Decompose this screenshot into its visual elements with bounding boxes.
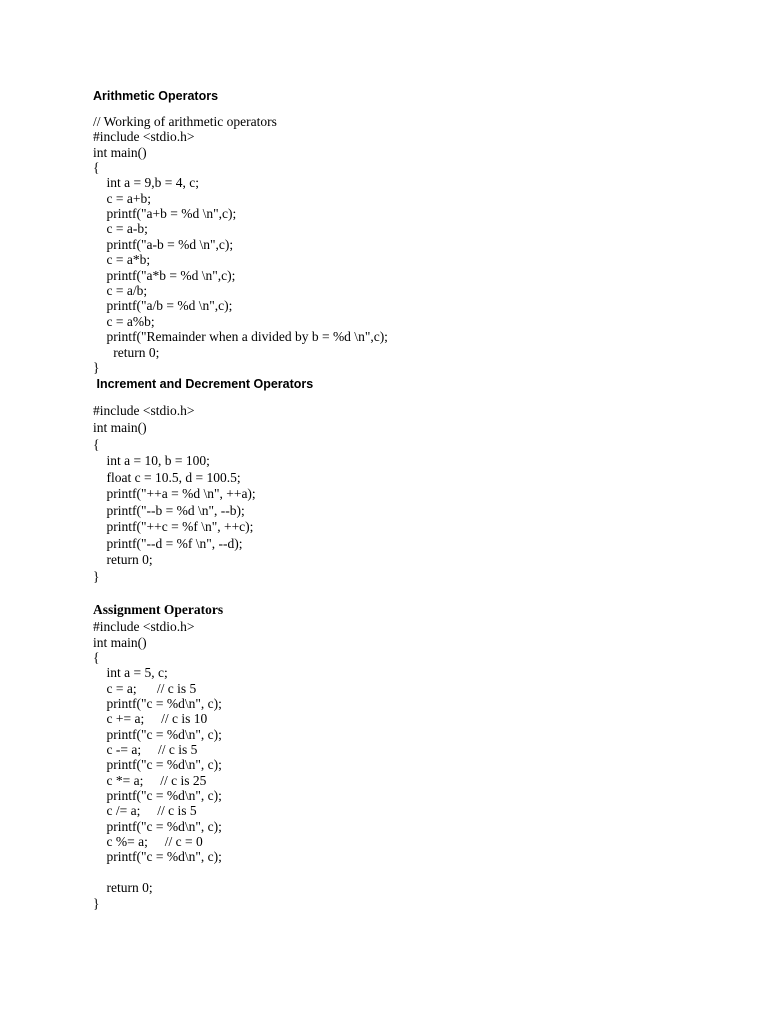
code-line: return 0; <box>93 345 160 360</box>
code-line: { <box>93 437 100 452</box>
code-line: int main() <box>93 420 147 435</box>
code-line: return 0; <box>93 552 153 567</box>
code-line: printf("c = %d\n", c); <box>93 849 222 864</box>
code-line: c = a-b; <box>93 221 148 236</box>
code-line: printf("c = %d\n", c); <box>93 727 222 742</box>
code-line: printf("c = %d\n", c); <box>93 696 222 711</box>
code-line: c /= a; // c is 5 <box>93 803 197 818</box>
code-line: c = a%b; <box>93 314 155 329</box>
code-line: printf("c = %d\n", c); <box>93 757 222 772</box>
code-line: c *= a; // c is 25 <box>93 773 207 788</box>
code-line: c = a+b; <box>93 191 151 206</box>
code-line: int a = 5, c; <box>93 665 168 680</box>
code-line: return 0; <box>93 880 153 895</box>
section-heading-arithmetic: Arithmetic Operators <box>93 89 219 103</box>
code-line: c %= a; // c = 0 <box>93 834 203 849</box>
code-line: } <box>93 896 100 911</box>
code-line: #include <stdio.h> <box>93 129 195 144</box>
code-line: c = a; // c is 5 <box>93 681 197 696</box>
code-line: } <box>93 360 100 375</box>
code-line: c -= a; // c is 5 <box>93 742 198 757</box>
code-line: int a = 10, b = 100; <box>93 453 210 468</box>
code-line: float c = 10.5, d = 100.5; <box>93 470 241 485</box>
code-line: c += a; // c is 10 <box>93 711 208 726</box>
code-line: c = a/b; <box>93 283 148 298</box>
code-line: int main() <box>93 145 147 160</box>
code-line: #include <stdio.h> <box>93 619 195 634</box>
code-line: printf("a-b = %d \n",c); <box>93 237 234 252</box>
code-line: } <box>93 569 100 584</box>
code-line: printf("++a = %d \n", ++a); <box>93 486 256 501</box>
code-line: printf("--d = %f \n", --d); <box>93 536 243 551</box>
code-line: { <box>93 160 100 175</box>
code-line: c = a*b; <box>93 252 151 267</box>
code-line: printf("--b = %d \n", --b); <box>93 503 245 518</box>
code-line: { <box>93 650 100 665</box>
code-line: int main() <box>93 635 147 650</box>
code-line: // Working of arithmetic operators <box>93 114 277 129</box>
code-line: printf("a*b = %d \n",c); <box>93 268 236 283</box>
code-line: #include <stdio.h> <box>93 403 195 418</box>
section-heading-assignment: Assignment Operators <box>93 602 224 617</box>
code-line: printf("c = %d\n", c); <box>93 788 222 803</box>
code-line: printf("++c = %f \n", ++c); <box>93 519 254 534</box>
code-line: printf("a+b = %d \n",c); <box>93 206 237 221</box>
section-heading-increment-decrement: Increment and Decrement Operators <box>93 377 314 391</box>
code-line: printf("a/b = %d \n",c); <box>93 298 233 313</box>
code-line: printf("c = %d\n", c); <box>93 819 222 834</box>
code-line: printf("Remainder when a divided by b = %d \n",c); <box>93 329 388 344</box>
code-line: int a = 9,b = 4, c; <box>93 175 199 190</box>
